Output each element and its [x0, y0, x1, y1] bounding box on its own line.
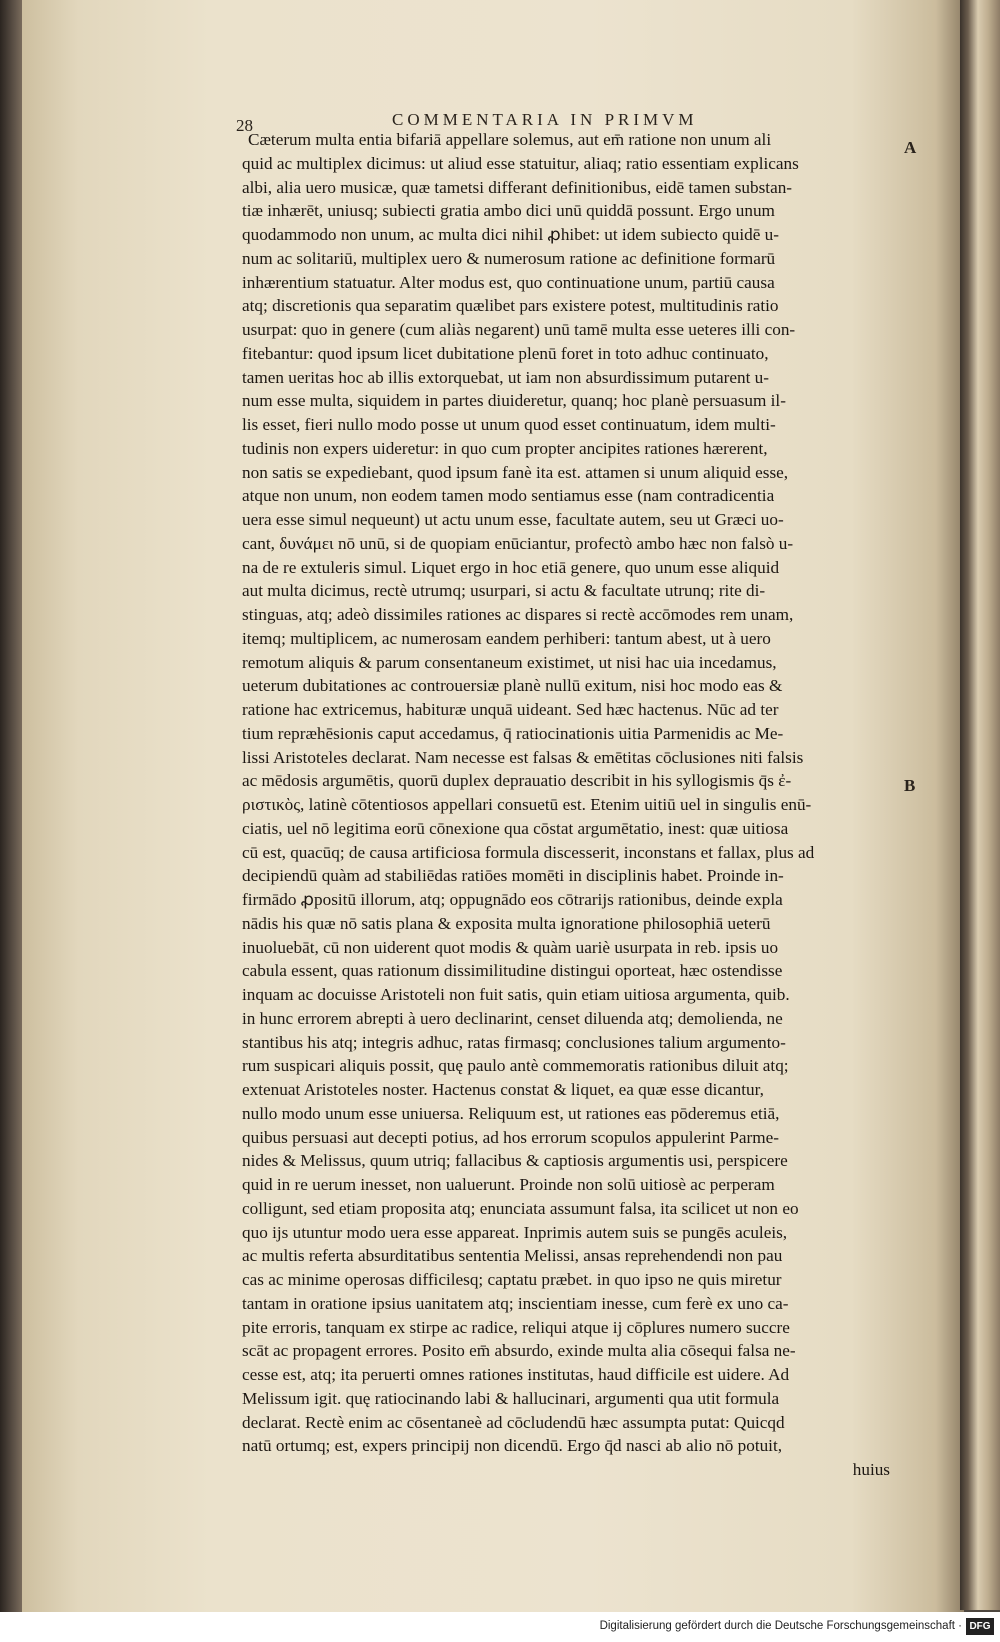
text-line: lis esset, fieri nullo modo posse ut unum quod esset continuatum, idem multi- [242, 415, 776, 434]
text-line: inquam ac docuisse Aristoteli non fuit satis, quin etiam uitiosa argumenta, quib. [242, 985, 790, 1004]
text-line: tiæ inhærēt, uniusq; subiecti gratia ambo dici unū quiddā possunt. Ergo unum [242, 201, 775, 221]
text-line: stantibus his atq; integris adhuc, ratas firmasq; conclusiones talium argumento- [242, 1032, 786, 1052]
funding-credit: Digitalisierung gefördert durch die Deutsche Forschungsgemeinschaft · [599, 1620, 962, 1632]
text-line: extenuat Aristoteles noster. Hactenus constat & liquet, ea quæ esse dicantur, [242, 1080, 764, 1099]
text-line: natū ortumq; est, expers principij non dicendū. Ergo q̄d nasci ab alio nō potuit, [242, 1436, 783, 1456]
text-line: quo ijs utuntur modo uera esse appareat. Inprimis autem suis se pungēs aculeis, [242, 1222, 788, 1242]
margin-letter-b: B [904, 776, 916, 795]
dfg-logo-icon: DFG [966, 1618, 994, 1635]
text-line: aut multa dicimus, rectè utrumq; usurpari, si actu & facultate utrunq; rite di- [242, 581, 766, 601]
text-line: decipiendū quàm ad stabiliēdas ratiōes momēti in disciplinis habet. Proinde in- [242, 866, 784, 886]
text-line: ac multis referta absurditatibus sententia Melissi, ansas reprehendendi non pau [242, 1246, 783, 1266]
text-line: quid ac multiplex dicimus: ut aliud esse statuitur, aliaq; ratio essentiam explicans [242, 153, 799, 173]
text-line: quodammodo non unum, ac multa dici nihil ꝓhibet: ut idem subiecto quidē u- [242, 225, 779, 244]
text-line: cesse est, atq; ita peruerti omnes rationes institutas, haud difficile est uidere. Ad [242, 1365, 790, 1384]
bleed-through-mark [150, 404, 154, 421]
text-line: Cæterum multa entia bifariā appellare solemus, aut em̄ ratione non unum ali [248, 130, 772, 149]
text-line: remotum aliquis & parum consentaneum existimet, ut nisi hac uia incedamus, [242, 652, 777, 672]
text-line: inhærentium statuatur. Alter modus est, quo continuatione unum, partiū causa [242, 272, 775, 292]
text-line: quid in re uerum inesset, non ualuerunt. Proinde non solū uitiosè ac perperam [242, 1175, 775, 1194]
catchword: huius [852, 1460, 890, 1479]
text-line: cabula essent, quas rationum dissimilitudine distingui oporteat, hæc ostendisse [242, 961, 783, 981]
text-line: nullo modo unum esse uniuersa. Reliquum est, ut rationes eas pōderemus etiā, [242, 1103, 780, 1123]
text-line: nādis his quæ nō satis plana & exposita multa ignoratione philosophiā ueterū [242, 913, 771, 933]
page-number: 28 [236, 116, 253, 135]
scan-edge-left [0, 0, 22, 1642]
text-line: na de re extuleris simul. Liquet ergo in hoc etiā genere, quo unum esse aliquid [242, 557, 780, 577]
text-line: tantam in oratione ipsius uanitatem atq; inscientiam inesse, cum ferè ex uno ca- [242, 1293, 789, 1313]
text-line: scāt ac propagent errores. Posito em̄ absurdo, exinde multa alia cōsequi falsa ne- [242, 1341, 796, 1361]
text-line: ratione hac extricemus, habituræ unquā uideant. Sed hæc hactenus. Nūc ad ter [242, 700, 779, 719]
text-line: inuoluebāt, cū non uiderent quot modis & quàm uariè usurpata in reb. ipsis uo [242, 937, 779, 957]
text-line: ciatis, uel nō legitima eorū cōnexione qua cōstat argumētatio, inest: quæ uitiosa [242, 818, 789, 838]
text-line: tudinis non expers uideretur: in quo cum propter ancipites rationes hærerent, [242, 438, 768, 458]
text-line: ριστικὸς, latinè cōtentiosos appellari consuetū est. Etenim uitiū uel in singulis enū- [242, 795, 812, 814]
text-line: usurpat: quo in genere (cum aliàs negarent) unū tamē multa esse ueteres illi con- [242, 320, 796, 339]
body-text [242, 128, 894, 1482]
book-binding [960, 0, 1000, 1610]
text-line: non satis se expediebant, quod ipsum fanè ita est. attamen si unum aliquid esse, [242, 462, 789, 482]
text-line: cas ac minime operosas difficilesq; captatu præbet. in quo ipso ne quis miretur [242, 1270, 782, 1289]
text-line: colligunt, sed etiam proposita atq; enunciata assumunt falsa, ita scilicet ut non eo [242, 1198, 799, 1218]
text-line: atq; discretionis qua separatim quælibet pars existere potest, multitudinis ratio [242, 296, 779, 316]
text-line: firmādo ꝓpositū illorum, atq; oppugnādo eos cōtrarijs rationibus, deinde expla [242, 890, 783, 909]
text-line: uera esse simul nequeunt) ut actu unum esse, facultate autem, seu ut Græci uo- [242, 510, 784, 529]
text-line: cū est, quacūq; de causa artificiosa formula discesserit, inconstans et fallax, plus ad [242, 842, 815, 862]
text-line: atque non unum, non eodem tamen modo sentiamus esse (nam contradicentia [242, 486, 775, 506]
text-line: pite erroris, tanquam ex stirpe ac radice, reliqui atque ij cōplures numero succre [242, 1317, 790, 1337]
text-line: quibus persuasi aut decepti potius, ad hos errorum scopulos appulerint Parme- [242, 1127, 779, 1147]
text-line: in hunc errorem abrepti à uero declinarint, censet diluenda atq; demolienda, ne [242, 1008, 783, 1028]
running-head: COMMENTARIA IN PRIMVM [392, 110, 698, 129]
text-line: lissi Aristoteles declarat. Nam necesse est falsas & emētitas cōclusiones niti falsis [242, 747, 804, 767]
text-line: tamen ueritas hoc ab illis extorquebat, ut iam non absurdissimum putarent u- [242, 367, 769, 387]
text-line: declarat. Rectè enim ac cōsentaneè ad cōcludendū hæc assumpta putat: Quicqd [242, 1412, 785, 1432]
text-line: tium repræhēsionis caput accedamus, q̄ ratiocinationis uitia Parmenidis ac Me- [242, 723, 784, 743]
margin-letter-a: A [904, 138, 917, 157]
text-line: ac mēdosis argumētis, quorū duplex deprauatio describit in his syllogismis q̄s ἐ- [242, 771, 792, 791]
text-line: albi, alia uero musicæ, quæ tametsi differant definitionibus, eidē tamen substan- [242, 177, 793, 197]
bleed-through-mark [170, 1410, 174, 1427]
text-line: num esse multa, siquidem in partes diuideretur, quanq; hoc planè persuasum il- [242, 391, 786, 411]
text-line: fitebantur: quod ipsum licet dubitatione plenū foret in toto adhuc continuato, [242, 343, 769, 363]
text-line: num ac solitariū, multiplex uero & numerosum ratione ac definitione formarū [242, 248, 776, 268]
text-line: rum suspicari aliquis possit, quę paulo antè commemoratis rationibus diluit atq; [242, 1056, 789, 1076]
text-line: nides & Melissus, quum utriq; fallacibus & captiosis argumentis usi, perspicere [242, 1151, 788, 1171]
text-line: stinguas, atq; adeò dissimiles rationes ac dispares si rectè accōmodes rem unam, [242, 605, 794, 624]
text-line: cant, δυνάμει nō unū, si de quopiam enūciantur, profectò ambo hæc non falsò u- [242, 533, 794, 553]
text-line: ueterum dubitationes ac controuersiæ planè nullū exitum, nisi hoc modo eas & [242, 676, 783, 696]
text-line: itemq; multiplicem, ac numerosam eandem perhiberi: tantum abest, ut à uero [242, 628, 771, 648]
text-line: Melissum igit. quę ratiocinando labi & hallucinari, argumenti qua utit formula [242, 1388, 780, 1408]
